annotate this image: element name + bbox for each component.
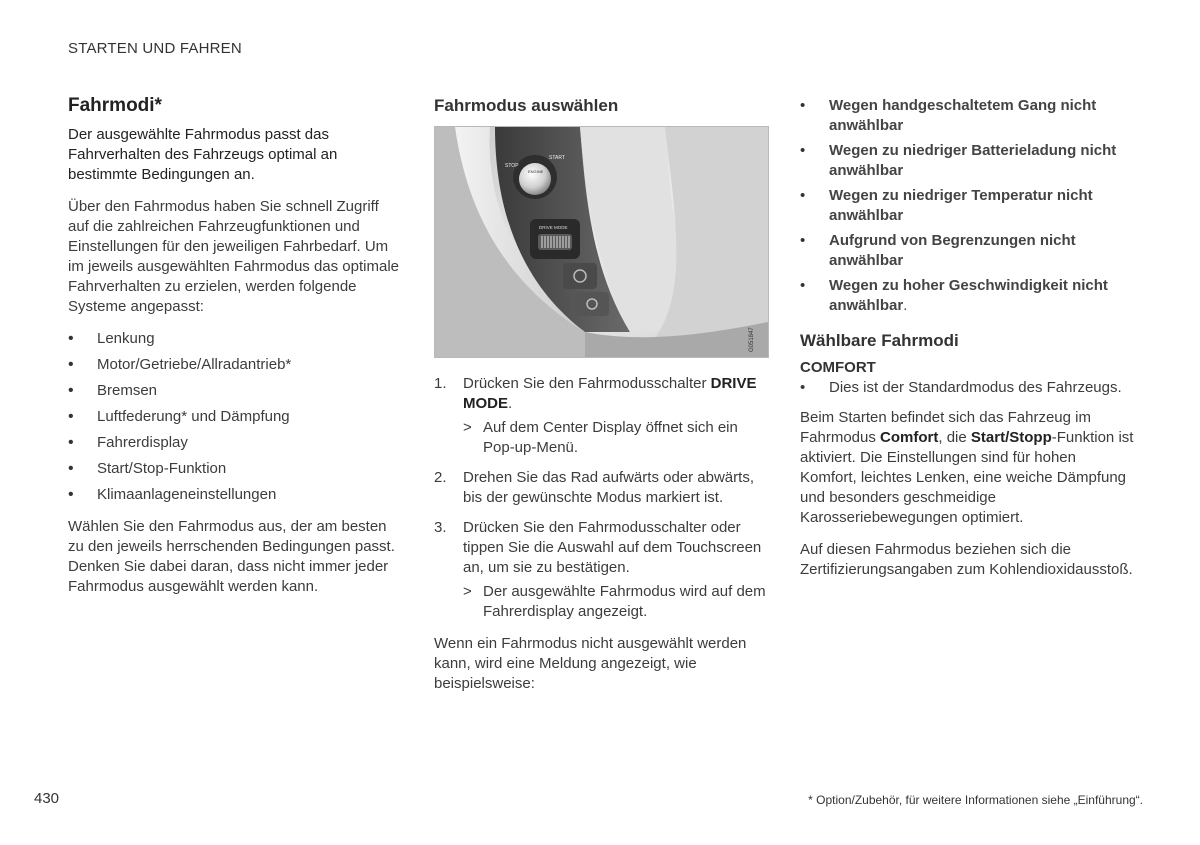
step-number: 3. [434,519,447,536]
text-span-bold: Comfort [880,429,939,446]
engine-label: ENGINE [528,169,544,174]
step-number: 1. [434,375,447,392]
mode-bullets [800,378,1135,398]
text-span-bold: Start/Stopp [970,429,1052,446]
list-item-tail: . [903,297,908,314]
section-heading: Fahrmodus auswählen [434,96,619,115]
closing-paragraph: Wählen Sie den Fahrmodus aus, der am besten zu den jeweils herrschenden Bedingungen passt. Denken Sie dabei daran, dass nicht immer jeder Fahrmodus ausgewählt werden kann. [68,518,395,595]
mode-paragraph [800,408,1135,528]
result-marker: > [463,419,472,436]
list-item: • Wegen zu niedriger Batterieladung nicht anwählbar [800,141,1135,181]
list-item: • Lenkung [68,329,403,349]
step-item [434,518,769,622]
step-item [434,374,769,458]
page-title: Fahrmodi* [68,95,162,116]
list-item [800,276,1135,316]
list-item: • Dies ist der Standardmodus des Fahrzeugs. [800,378,1135,398]
mode-title: COMFORT [800,359,876,376]
list-item: • Wegen handgeschaltetem Gang nicht anwählbar [800,96,1135,136]
stop-label: STOP [505,163,519,169]
list-item: • Motor/Getriebe/Allradantrieb* [68,355,403,375]
section-heading: Wählbare Fahrmodi [800,331,959,350]
step-number: 2. [434,469,447,486]
systems-list [68,329,403,505]
intro-paragraph: Über den Fahrmodus haben Sie schnell Zugriff auf die zahlreichen Fahrzeugfunktionen und Einstellungen für den jeweiligen Fahrbedarf. Um im jeweils ausgewählten Fahrmodus das optimale Fahrverhalten zu erzielen, werden folgende Systeme angepasst: [68,198,399,315]
step-text: Drücken Sie den Fahrmodusschalter [463,375,711,392]
list-item: • Aufgrund von Begrenzungen nicht anwählbar [800,231,1135,271]
certification-paragraph: Auf diesen Fahrmodus beziehen sich die Zertifizierungsangaben zum Kohlendioxidausstoß. [800,541,1133,578]
list-item: • Fahrerdisplay [68,433,403,453]
footnote: * Option/Zubehör, für weitere Informationen siehe „Einführung“. [808,793,1143,807]
message-list [800,96,1135,316]
list-item: • Luftfederung* und Dämpfung [68,407,403,427]
text-span: Beim Starten befindet sich das Fahrzeug im Fahrmodus [800,409,1091,446]
drive-mode-switch-photo [434,126,769,358]
steps-list [434,374,769,622]
closing-paragraph: Wenn ein Fahrmodus nicht ausgewählt werden kann, wird eine Meldung angezeigt, wie beispielsweise: [434,635,747,692]
column-select-mode [434,94,769,706]
list-item: • Wegen zu niedriger Temperatur nicht anwählbar [800,186,1135,226]
drive-mode-label: DRIVE MODE [539,225,568,230]
step-item [434,468,769,508]
result-marker: > [463,583,472,600]
list-item: • Bremsen [68,381,403,401]
step-text: . [508,395,513,412]
result-text: Der ausgewählte Fahrmodus wird auf dem Fahrerdisplay angezeigt. [483,583,766,620]
step-result [463,418,769,458]
step-text: Drehen Sie das Rad aufwärts oder abwärts, bis der gewünschte Modus markiert ist. [463,469,754,506]
image-code: G051847 [749,327,755,352]
page-number: 430 [34,790,60,807]
column-modes [800,96,1135,592]
text-span: -Funktion ist aktiviert. Die Einstellungen sind für hohen Komfort, leichtes Lenken, eine weiche Dämpfung und besonders geschmeidige Karosseriebewegungen optimiert. [800,429,1134,526]
step-text: Drücken Sie den Fahrmodusschalter oder tippen Sie die Auswahl auf dem Touchscreen an, um sie zu bestätigen. [463,519,762,576]
list-item: • Start/Stop-Funktion [68,459,403,479]
step-text-bold: DRIVE MODE [463,375,757,412]
list-item-text: Wegen zu hoher Geschwindigkeit nicht anwählbar [829,277,1108,314]
list-item: • Klimaanlageneinstellungen [68,485,403,505]
column-intro [68,94,403,609]
section-header: STARTEN UND FAHREN [68,40,242,57]
lead-paragraph: Der ausgewählte Fahrmodus passt das Fahrverhalten des Fahrzeugs optimal an bestimmte Bedingungen an. [68,126,338,183]
step-result [463,582,769,622]
text-span: , die [938,429,971,446]
start-label: START [549,155,565,161]
result-text: Auf dem Center Display öffnet sich ein Pop-up-Menü. [483,419,738,456]
